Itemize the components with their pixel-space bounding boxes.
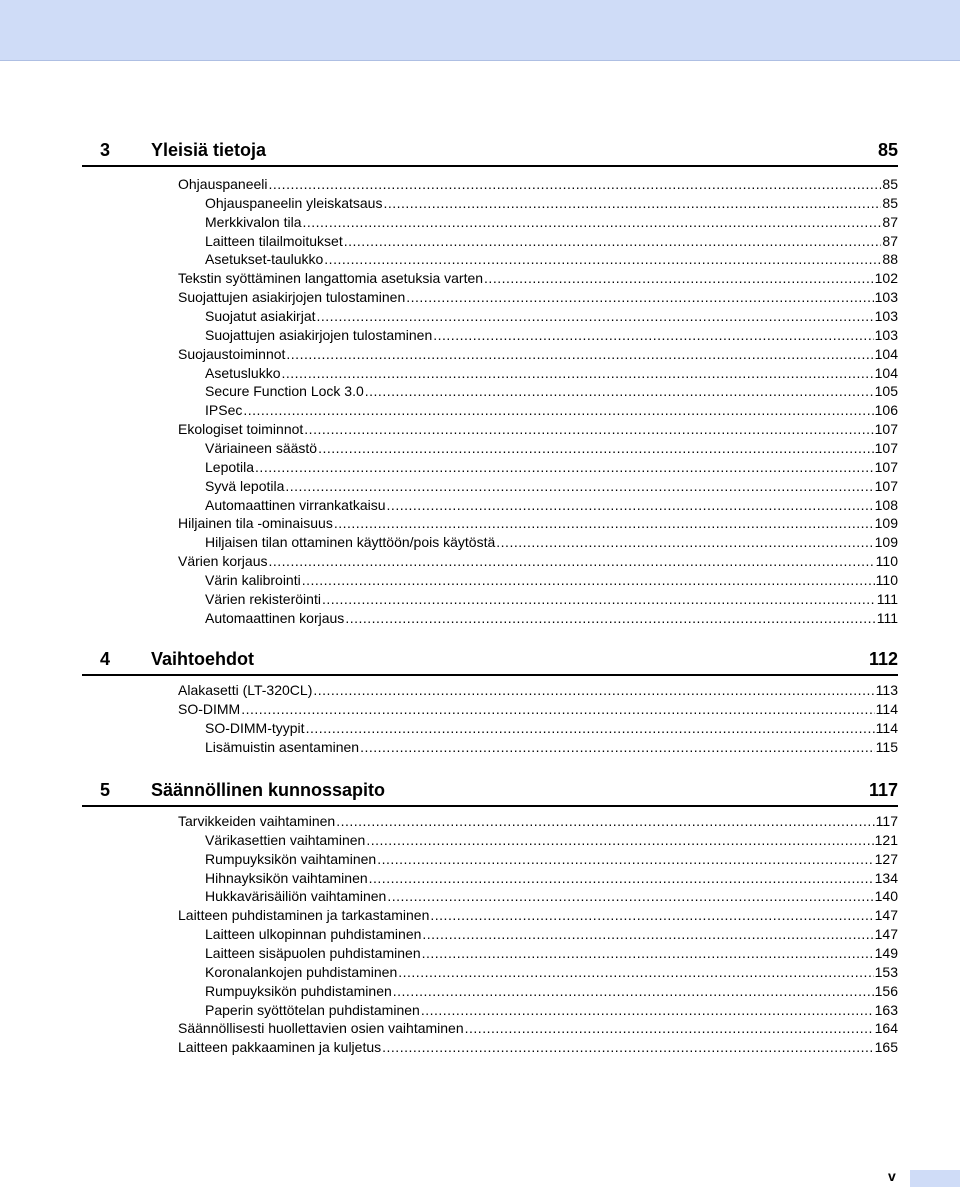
toc-entry-page: 109 [874, 534, 898, 551]
toc-entry-page: 164 [874, 1020, 898, 1037]
toc-subentry[interactable] [205, 1001, 898, 1019]
dot-leader [345, 609, 875, 627]
toc-entry-title: Värien rekisteröinti [205, 590, 321, 607]
dot-leader [241, 700, 874, 718]
toc-subentry[interactable] [205, 609, 898, 627]
toc-entry-page: 114 [875, 719, 898, 736]
toc-entry-title: SO-DIMM-tyypit [205, 719, 305, 736]
toc-entry[interactable] [178, 906, 898, 924]
toc-entry[interactable] [178, 681, 898, 699]
toc-entry-title: Säännöllisesti huollettavien osien vaihtaminen [178, 1020, 464, 1037]
toc-entry-page: 109 [874, 515, 898, 532]
chapter-heading[interactable] [82, 137, 898, 167]
dot-leader [430, 906, 873, 924]
toc-entry-title: Paperin syöttötelan puhdistaminen [205, 1001, 420, 1018]
dot-leader [383, 194, 881, 212]
toc-entry-title: Suojaustoiminnot [178, 345, 286, 362]
toc-entry-page: 127 [874, 850, 898, 867]
toc-subentry[interactable] [205, 869, 898, 887]
chapter-heading[interactable] [82, 777, 898, 807]
toc-subentry[interactable] [205, 963, 898, 981]
toc-entry-page: 102 [874, 270, 898, 287]
toc-subentry[interactable] [205, 477, 898, 495]
dot-leader [393, 982, 874, 1000]
toc-entry-title: Värin kalibrointi [205, 571, 301, 588]
toc-entry-page: 107 [874, 439, 898, 456]
toc-entry-title: Koronalankojen puhdistaminen [205, 963, 398, 980]
page-number-badge [910, 1170, 960, 1187]
toc-entry-title: SO-DIMM [178, 700, 241, 717]
dot-leader [344, 232, 882, 250]
toc-entry-title: Värikasettien vaihtaminen [205, 831, 366, 848]
toc-entry-title: Hiljainen tila -ominaisuus [178, 515, 333, 532]
dot-leader [387, 887, 873, 905]
dot-leader [306, 719, 875, 737]
toc-entry-page: 147 [874, 926, 898, 943]
toc-entry-page: 103 [874, 308, 898, 324]
page-number: v [888, 1168, 896, 1184]
toc-entry[interactable] [178, 345, 898, 363]
toc-entry-page: 88 [882, 251, 898, 268]
toc-entry[interactable] [178, 514, 898, 532]
toc-entry[interactable] [178, 552, 898, 570]
toc-entry-title: Merkkivalon tila [205, 213, 302, 230]
chapter-title: Yleisiä tietoja [151, 140, 267, 160]
dot-leader [334, 514, 874, 532]
toc-entry[interactable] [178, 812, 898, 830]
dot-leader [365, 382, 874, 400]
toc-entry-title: Asetukset-taulukko [205, 251, 324, 268]
toc-entry-title: Lisämuistin asentaminen [205, 738, 360, 755]
toc-subentry[interactable] [205, 925, 898, 943]
toc-entry-page: 103 [874, 326, 898, 343]
toc-entry-page: 121 [874, 831, 898, 848]
toc-subentry[interactable] [205, 232, 898, 250]
toc-entry-title: Secure Function Lock 3.0 [205, 383, 364, 400]
toc-entry-title: Värien korjaus [178, 553, 268, 569]
toc-entry-title: Alakasetti (LT-320CL) [178, 682, 313, 698]
toc-subentry[interactable] [205, 213, 898, 231]
toc-entry-page: 156 [874, 982, 898, 999]
dot-leader [302, 213, 881, 231]
toc-entry-title: Ohjauspaneelin yleiskatsaus [205, 194, 383, 211]
toc-entry-title: Suojattujen asiakirjojen tulostaminen [178, 289, 406, 306]
toc-subentry[interactable] [205, 831, 898, 849]
chapter-number: 3 [100, 140, 111, 160]
toc-subentry[interactable] [205, 533, 898, 551]
dot-leader [322, 590, 876, 608]
toc-entry-page: 163 [874, 1001, 898, 1018]
toc-entry-title: Syvä lepotila [205, 477, 285, 494]
toc-subentry[interactable] [205, 850, 898, 868]
toc-entry-page: 105 [874, 383, 898, 400]
toc-subentry[interactable] [205, 590, 898, 608]
toc-subentry[interactable] [205, 382, 898, 400]
toc-entry-page: 140 [874, 888, 898, 905]
chapter-title: Säännöllinen kunnossapito [151, 780, 386, 800]
dot-leader [324, 250, 881, 268]
dot-leader [369, 869, 874, 887]
toc-subentry[interactable] [205, 326, 898, 344]
toc-entry-page: 111 [876, 590, 898, 607]
toc-subentry[interactable] [205, 250, 898, 268]
dot-leader [421, 1001, 874, 1019]
toc-subentry[interactable] [205, 307, 898, 325]
toc-entry-title: Tarvikkeiden vaihtaminen [178, 813, 336, 829]
toc-entry-page: 110 [875, 571, 898, 588]
toc-entry-title: Rumpuyksikön puhdistaminen [205, 982, 392, 999]
dot-leader [484, 269, 874, 287]
dot-leader [336, 812, 874, 830]
toc-entry-page: 104 [874, 364, 898, 381]
chapter-page-number: 117 [868, 780, 898, 800]
toc-entry-page: 165 [874, 1039, 898, 1056]
toc-entry-page: 104 [874, 345, 898, 362]
toc-entry-page: 85 [882, 176, 898, 192]
toc-entry-page: 115 [875, 738, 898, 755]
dot-leader [422, 944, 874, 962]
toc-entry-page: 134 [874, 869, 898, 886]
dot-leader [377, 850, 873, 868]
dot-leader [317, 307, 874, 325]
toc-entry[interactable] [178, 269, 898, 287]
dot-leader [382, 1038, 874, 1056]
dot-leader [269, 175, 882, 193]
chapter-number: 5 [100, 780, 111, 800]
toc-entry[interactable] [178, 1019, 898, 1037]
dot-leader [243, 401, 873, 419]
toc-entry-title: Laitteen tilailmoitukset [205, 232, 343, 249]
toc-entry-title: Ohjauspaneeli [178, 176, 268, 192]
dot-leader [286, 345, 873, 363]
toc-entry-page: 110 [875, 553, 898, 569]
toc-entry[interactable] [178, 288, 898, 306]
dot-leader [433, 326, 873, 344]
dot-leader [398, 963, 873, 981]
toc-subentry[interactable] [205, 738, 898, 756]
toc-entry-title: Suojattujen asiakirjojen tulostaminen [205, 326, 433, 343]
chapter-title: Vaihtoehdot [151, 649, 254, 669]
toc-subentry[interactable] [205, 719, 898, 737]
dot-leader [422, 925, 873, 943]
toc-subentry[interactable] [205, 401, 898, 419]
toc-entry-title: Automaattinen virrankatkaisu [205, 496, 386, 513]
toc-entry-page: 107 [874, 421, 898, 438]
toc-entry-title: Asetuslukko [205, 364, 281, 381]
toc-entry-title: Laitteen puhdistaminen ja tarkastaminen [178, 907, 430, 924]
dot-leader [269, 552, 875, 570]
toc-entry-title: Rumpuyksikön vaihtaminen [205, 850, 377, 867]
chapter-page-number: 85 [877, 140, 898, 160]
dot-leader [281, 364, 873, 382]
chapter-page-number: 112 [868, 649, 898, 669]
toc-entry-title: Hukkavärisäiliön vaihtaminen [205, 888, 387, 905]
toc-subentry[interactable] [205, 944, 898, 962]
toc-entry-page: 85 [882, 194, 898, 211]
dot-leader [302, 571, 875, 589]
dot-leader [255, 458, 874, 476]
toc-entry[interactable] [178, 420, 898, 438]
toc-entry-title: Laitteen sisäpuolen puhdistaminen [205, 945, 421, 961]
toc-entry-page: 111 [876, 609, 898, 626]
toc-entry-title: Hihnayksikön vaihtaminen [205, 869, 368, 886]
dot-leader [406, 288, 873, 306]
toc-entry-title: Lepotila [205, 458, 255, 475]
toc-subentry[interactable] [205, 194, 898, 212]
dot-leader [366, 831, 873, 849]
toc-entry-page: 147 [874, 907, 898, 924]
toc-entry-page: 87 [882, 232, 898, 249]
toc-entry-page: 117 [875, 813, 898, 829]
dot-leader [360, 738, 875, 756]
toc-entry-title: Laitteen ulkopinnan puhdistaminen [205, 926, 422, 943]
toc-entry[interactable] [178, 1038, 898, 1056]
toc-entry-page: 108 [874, 496, 898, 513]
toc-entry-title: Hiljaisen tilan ottaminen käyttöön/pois käytöstä [205, 534, 496, 551]
toc-subentry[interactable] [205, 439, 898, 457]
toc-subentry[interactable] [205, 982, 898, 1000]
toc-entry-page: 107 [874, 477, 898, 494]
toc-entry-page: 153 [874, 963, 898, 980]
toc-entry-page: 103 [874, 289, 898, 306]
dot-leader [285, 477, 873, 495]
toc-entry-page: 106 [874, 402, 898, 419]
toc-subentry[interactable] [205, 571, 898, 589]
toc-entry-page: 113 [875, 682, 898, 698]
toc-entry-title: Tekstin syöttäminen langattomia asetuksia varten [178, 270, 484, 287]
dot-leader [496, 533, 873, 551]
toc-entry-title: Suojatut asiakirjat [205, 308, 316, 324]
dot-leader [465, 1019, 874, 1037]
toc-entry[interactable] [178, 175, 898, 193]
dot-leader [304, 420, 873, 438]
toc-subentry[interactable] [205, 496, 898, 514]
toc-entry-page: 87 [882, 213, 898, 230]
toc-entry-title: Laitteen pakkaaminen ja kuljetus [178, 1039, 382, 1056]
toc-entry-title: Väriaineen säästö [205, 439, 318, 456]
dot-leader [387, 496, 874, 514]
toc-entry[interactable] [178, 700, 898, 718]
toc-entry-title: IPSec [205, 402, 243, 419]
toc-entry-page: 114 [875, 700, 898, 717]
dot-leader [313, 681, 874, 699]
toc-subentry[interactable] [205, 364, 898, 382]
chapter-heading[interactable] [82, 646, 898, 676]
toc-entry-page: 107 [874, 458, 898, 475]
chapter-number: 4 [100, 649, 111, 669]
dot-leader [318, 439, 874, 457]
toc-subentry[interactable] [205, 887, 898, 905]
toc-entry-page: 149 [874, 945, 898, 961]
toc-entry-title: Ekologiset toiminnot [178, 421, 304, 438]
toc-entry-title: Automaattinen korjaus [205, 609, 345, 626]
toc-subentry[interactable] [205, 458, 898, 476]
